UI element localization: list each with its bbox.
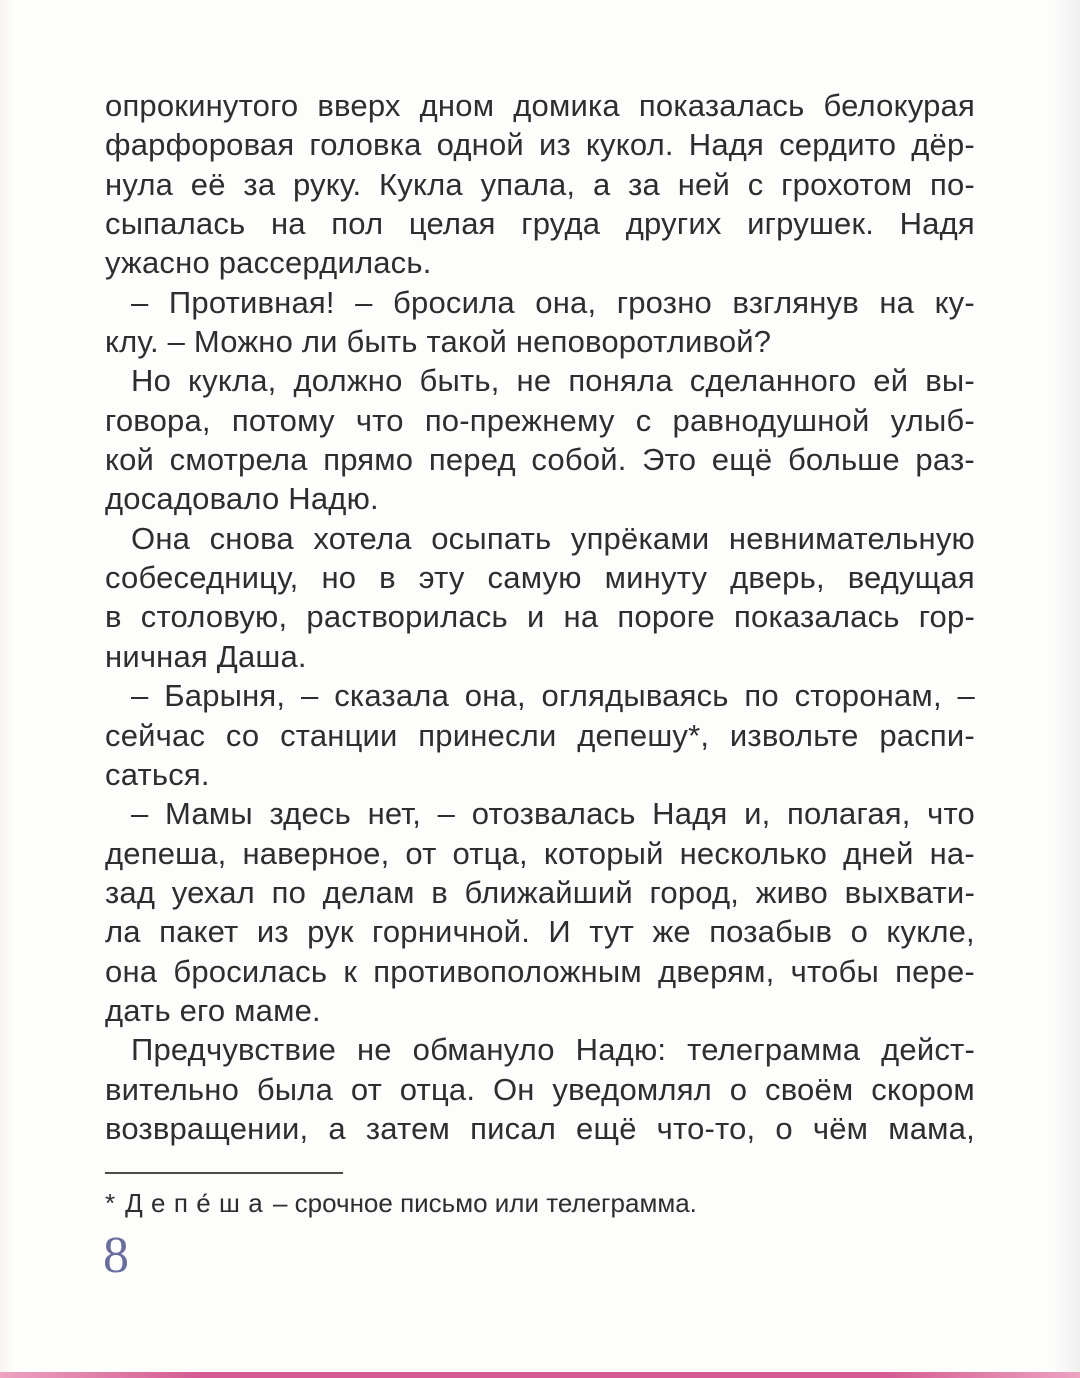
paragraph [105,86,975,283]
page-number: 8 [103,1227,129,1284]
text-line: – Противная! – бросила она, грозно взглянув на ку- [131,284,975,320]
page-right-edge [1052,0,1080,1378]
text-line: досадовало Надю. [105,481,379,517]
text-line: сыпалась на пол целая груда других игрушек. Надя [105,206,975,242]
text-line: она бросилась к противоположным дверям, чтобы пере- [105,953,975,989]
text-line: Она снова хотела осыпать упрёками невнимательную [131,520,975,556]
text-line: кой смотрела прямо перед собой. Это ещё больше раз- [105,442,975,478]
page-left-edge [0,0,14,1378]
text-line: ла пакет из рук горничной. И тут же позабыв о кукле, [105,914,975,950]
footnote-marker: * [105,1188,116,1218]
text-line: собеседницу, но в эту самую минуту дверь, ведущая [105,560,975,596]
body-text [105,86,975,1148]
paragraph [105,1030,975,1148]
page-bottom-edge-stripe [0,1372,1080,1378]
text-line: фарфоровая головка одной из кукол. Надя сердито дёр- [105,127,975,163]
text-line: дать его маме. [105,992,321,1028]
text-line: в столовую, растворилась и на пороге показалась гор- [105,599,975,635]
text-line: – Мамы здесь нет, – отозвалась Надя и, полагая, что [131,796,975,832]
text-line: саться. [105,756,210,792]
text-line: Предчувствие не обмануло Надю: телеграмма дейст- [131,1032,975,1068]
text-line: зад уехал по делам в ближайший город, живо выхвати- [105,874,975,910]
text-line: депеша, наверное, от отца, который несколько дней на- [105,835,975,871]
text-line: говора, потому что по-прежнему с равнодушной улыб- [105,402,975,438]
paragraph [105,283,975,362]
text-line: вительно была от отца. Он уведомлял о своём скором [105,1071,975,1107]
footnote [105,1172,975,1220]
text-line: – Барыня, – сказала она, оглядываясь по сторонам, – [131,678,975,714]
footnote-definition: – срочное письмо или телеграмма. [272,1188,697,1218]
footnote-text [105,1186,975,1220]
text-line: опрокинутого вверх дном домика показалась белокурая [105,88,975,123]
footnote-term: Депе́ша [125,1188,271,1218]
text-line: Но кукла, должно быть, не поняла сделанного ей вы- [131,363,975,399]
paragraph [105,519,975,676]
text-line: возвращении, а затем писал ещё что-то, о чём мама, [105,1110,975,1146]
footnote-divider [105,1172,343,1174]
paragraph [105,676,975,794]
text-line: сейчас со станции принесли депешу*, извольте распи- [105,717,975,753]
text-line: ужасно рассердилась. [105,245,432,281]
text-line: клу. – Можно ли быть такой неповоротливой? [105,324,772,360]
paragraph [105,361,975,518]
text-line: ничная Даша. [105,638,307,674]
text-line: нула её за руку. Кукла упала, а за ней с грохотом по- [105,166,975,202]
paragraph [105,794,975,1030]
